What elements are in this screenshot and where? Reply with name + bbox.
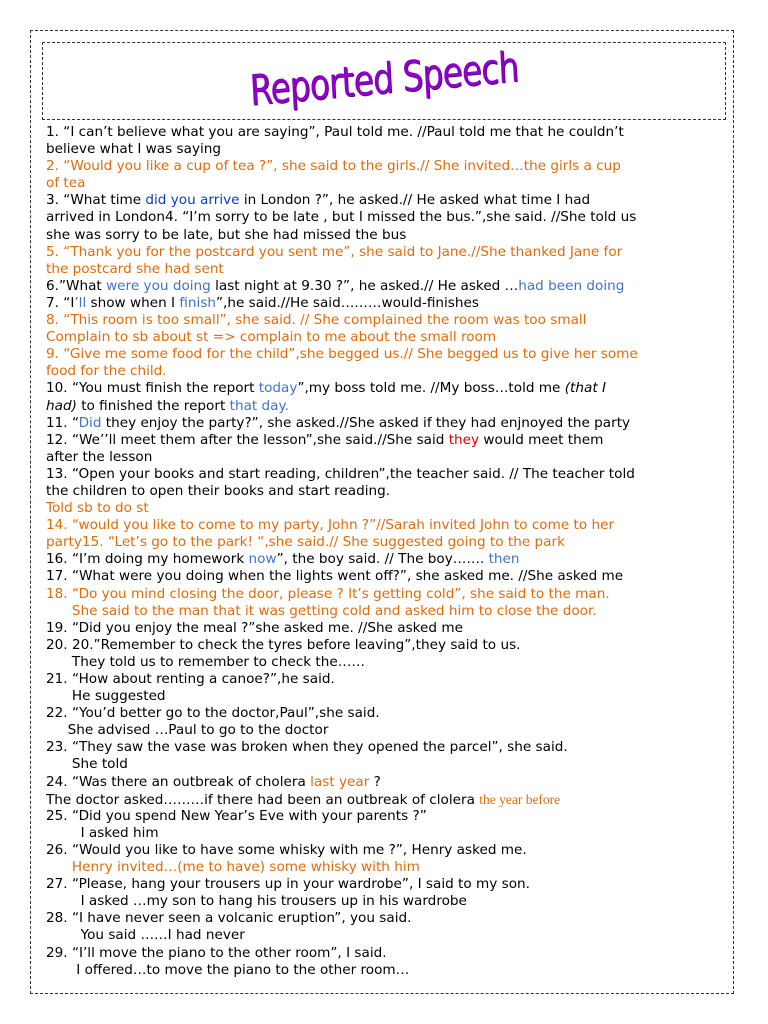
text-segment: had) bbox=[46, 397, 77, 414]
exercise-line bbox=[46, 893, 722, 910]
text-segment: after the lesson bbox=[46, 448, 153, 465]
text-segment: the year before bbox=[479, 791, 561, 807]
text-segment: 9. “Give me some food for the child”,she begged us.// She begged us to give her some bbox=[46, 346, 638, 363]
text-segment: ”,he said.//He said………would-finishes bbox=[216, 294, 479, 311]
text-segment: the postcard she had sent bbox=[46, 260, 224, 277]
text-segment: last night at 9.30 ?”, he asked.// He asked … bbox=[210, 277, 519, 294]
text-segment: that day. bbox=[229, 397, 289, 414]
exercise-line bbox=[46, 603, 722, 620]
text-segment: I asked …my son to hang his trousers up in his wardrobe bbox=[46, 893, 467, 910]
text-segment: 27. “Please, hang your trousers up in your wardrobe”, I said to my son. bbox=[46, 876, 530, 893]
exercise-line bbox=[46, 620, 722, 637]
text-segment: ”,my boss told me. //My boss…told me bbox=[297, 380, 565, 397]
text-segment: They told us to remember to check the…… bbox=[46, 653, 365, 670]
text-segment: 6.”What bbox=[46, 277, 107, 294]
text-segment: Did bbox=[78, 414, 102, 431]
text-segment: had been doing bbox=[518, 277, 625, 294]
exercise-line bbox=[46, 927, 722, 944]
text-segment: I asked him bbox=[46, 824, 159, 841]
exercise-line bbox=[46, 791, 722, 808]
exercise-line bbox=[46, 688, 722, 705]
exercise-line bbox=[46, 705, 722, 722]
text-segment: 17. “What were you doing when the lights went off?”, she asked me. //She asked me bbox=[46, 568, 624, 585]
exercise-line bbox=[46, 586, 722, 603]
exercise-line bbox=[46, 945, 722, 962]
text-segment: 5. “Thank you for the postcard you sent me”, she said to Jane.//She thanked Jane for bbox=[46, 243, 623, 260]
text-segment: 18. “Do you mind closing the door, please ? It’s getting cold”, she said to the man. bbox=[46, 585, 610, 602]
exercise-line bbox=[46, 910, 722, 927]
page-title: Reported Speech bbox=[248, 42, 520, 115]
text-segment: 16. “I’m doing my homework bbox=[46, 551, 249, 568]
exercise-line bbox=[46, 551, 722, 568]
text-segment: they bbox=[448, 431, 480, 448]
text-segment: ’ll bbox=[74, 294, 87, 311]
text-segment: 24. “Was there an outbreak of cholera bbox=[46, 773, 311, 790]
text-segment: the children to open their books and start reading. bbox=[46, 482, 391, 499]
text-segment: to finished the report bbox=[76, 397, 230, 414]
text-segment: Henry invited…(me to have) some whisky with him bbox=[46, 859, 420, 876]
exercise-line bbox=[46, 192, 722, 209]
text-segment: 21. “How about renting a canoe?”,he said. bbox=[46, 671, 335, 687]
exercise-line bbox=[46, 739, 722, 756]
exercise-line bbox=[46, 517, 722, 534]
text-segment: (that I bbox=[564, 380, 606, 397]
text-segment: 25. “Did you spend New Year’s Eve with your parents ?” bbox=[46, 807, 427, 824]
exercise-line bbox=[46, 227, 722, 244]
text-segment: of tea bbox=[46, 175, 86, 192]
text-segment: 8. “This room is too small”, she said. // She complained the room was too small bbox=[46, 312, 587, 329]
exercise-line bbox=[46, 756, 722, 773]
text-segment: 7. “I bbox=[46, 294, 75, 311]
text-segment: Told sb to do st bbox=[46, 500, 149, 517]
text-segment: 14. “would you like to come to my party, John ?”//Sarah invited John to come to her bbox=[46, 517, 615, 534]
text-segment: party15. “Let’s go to the park! “,she said.// She suggested going to the park bbox=[46, 534, 565, 551]
exercise-line bbox=[46, 859, 722, 876]
text-segment: were you doing bbox=[106, 277, 211, 294]
exercise-line bbox=[46, 500, 722, 517]
text-segment: 13. “Open your books and start reading, children”,the teacher said. // The teacher told bbox=[46, 465, 635, 482]
exercise-line bbox=[46, 449, 722, 466]
text-segment: 1. “I can’t believe what you are saying”, Paul told me. //Paul told me that he couldn’t bbox=[46, 124, 624, 140]
exercise-line bbox=[46, 363, 722, 380]
text-segment: 29. “I’ll move the piano to the other room”, I said. bbox=[46, 944, 387, 961]
text-segment: last year bbox=[310, 773, 370, 790]
exercise-line bbox=[46, 568, 722, 585]
exercise-line bbox=[46, 278, 722, 295]
exercise-line bbox=[46, 637, 722, 654]
text-segment: 20. 20.”Remember to check the tyres before leaving”,they said to us. bbox=[46, 636, 521, 653]
text-segment: She told bbox=[46, 756, 128, 773]
text-segment: food for the child. bbox=[46, 363, 167, 380]
exercise-line bbox=[46, 380, 722, 397]
exercise-line bbox=[46, 398, 722, 415]
exercise-line bbox=[46, 175, 722, 192]
text-segment: show when I bbox=[86, 294, 180, 311]
exercise-line bbox=[46, 774, 722, 791]
exercise-line bbox=[46, 842, 722, 859]
exercise-line bbox=[46, 432, 722, 449]
exercise-line bbox=[46, 124, 722, 141]
exercise-line bbox=[46, 295, 722, 312]
exercise-line bbox=[46, 261, 722, 278]
exercise-line bbox=[46, 158, 722, 175]
text-segment: The doctor asked………if there had been an outbreak of clolera bbox=[46, 791, 480, 808]
text-segment: 19. “Did you enjoy the meal ?”she asked me. //She asked me bbox=[46, 619, 463, 636]
text-segment: she was sorry to be late, but she had missed the bus bbox=[46, 226, 407, 243]
exercise-line bbox=[46, 329, 722, 346]
exercise-line bbox=[46, 415, 722, 432]
text-segment: 2. “Would you like a cup of tea ?”, she said to the girls.// She invited…the girls a cup bbox=[46, 158, 621, 175]
text-segment: ? bbox=[369, 773, 381, 790]
text-segment: 22. “You’d better go to the doctor,Paul”,she said. bbox=[46, 705, 380, 722]
text-segment: You said ……I had never bbox=[46, 927, 245, 944]
exercise-line bbox=[46, 244, 722, 261]
text-segment: Complain to sb about st => complain to me about the small room bbox=[46, 329, 497, 346]
exercise-line bbox=[46, 808, 722, 825]
exercise-line bbox=[46, 722, 722, 739]
text-segment: 10. “You must finish the report bbox=[46, 380, 259, 397]
text-segment: 28. “I have never seen a volcanic eruption”, you said. bbox=[46, 910, 412, 927]
exercise-line bbox=[46, 962, 722, 979]
text-segment: ”, the boy said. // The boy……. bbox=[276, 551, 489, 568]
text-segment: would meet them bbox=[479, 431, 604, 448]
text-segment: they enjoy the party?”, she asked.//She asked if they had enjnoyed the party bbox=[101, 414, 631, 431]
exercise-line bbox=[46, 209, 722, 226]
text-segment: He suggested bbox=[46, 688, 166, 705]
text-segment: now bbox=[248, 551, 277, 568]
exercise-line bbox=[46, 312, 722, 329]
text-segment: arrived in London4. “I’m sorry to be late , but I missed the bus.”,she said. //She told us bbox=[46, 209, 637, 226]
text-segment: today bbox=[258, 380, 298, 397]
exercise-list bbox=[46, 124, 722, 979]
exercise-line bbox=[46, 141, 722, 158]
text-segment: believe what I was saying bbox=[46, 141, 222, 158]
exercise-line bbox=[46, 671, 722, 688]
exercise-line bbox=[46, 346, 722, 363]
text-segment: did you arrive bbox=[145, 192, 240, 209]
text-segment: 26. “Would you like to have some whisky with me ?”, Henry asked me. bbox=[46, 841, 527, 858]
text-segment: finish bbox=[179, 294, 217, 311]
text-segment: then bbox=[488, 551, 520, 568]
text-segment: 23. “They saw the vase was broken when they opened the parcel”, she said. bbox=[46, 739, 568, 756]
text-segment: She advised …Paul to go to the doctor bbox=[46, 722, 329, 739]
text-segment: I offered…to move the piano to the other room… bbox=[46, 961, 410, 978]
text-segment: in London ?”, he asked.// He asked what time I had bbox=[239, 192, 591, 209]
exercise-line bbox=[46, 466, 722, 483]
exercise-line bbox=[46, 483, 722, 500]
exercise-line bbox=[46, 876, 722, 893]
exercise-line bbox=[46, 825, 722, 842]
exercise-line bbox=[46, 654, 722, 671]
text-segment: She said to the man that it was getting cold and asked him to close the door. bbox=[46, 602, 597, 619]
text-segment: 11. “ bbox=[46, 414, 79, 431]
exercise-line bbox=[46, 534, 722, 551]
text-segment: 3. “What time bbox=[46, 192, 146, 209]
text-segment: 12. “We’’ll meet them after the lesson”,she said.//She said bbox=[46, 431, 449, 448]
